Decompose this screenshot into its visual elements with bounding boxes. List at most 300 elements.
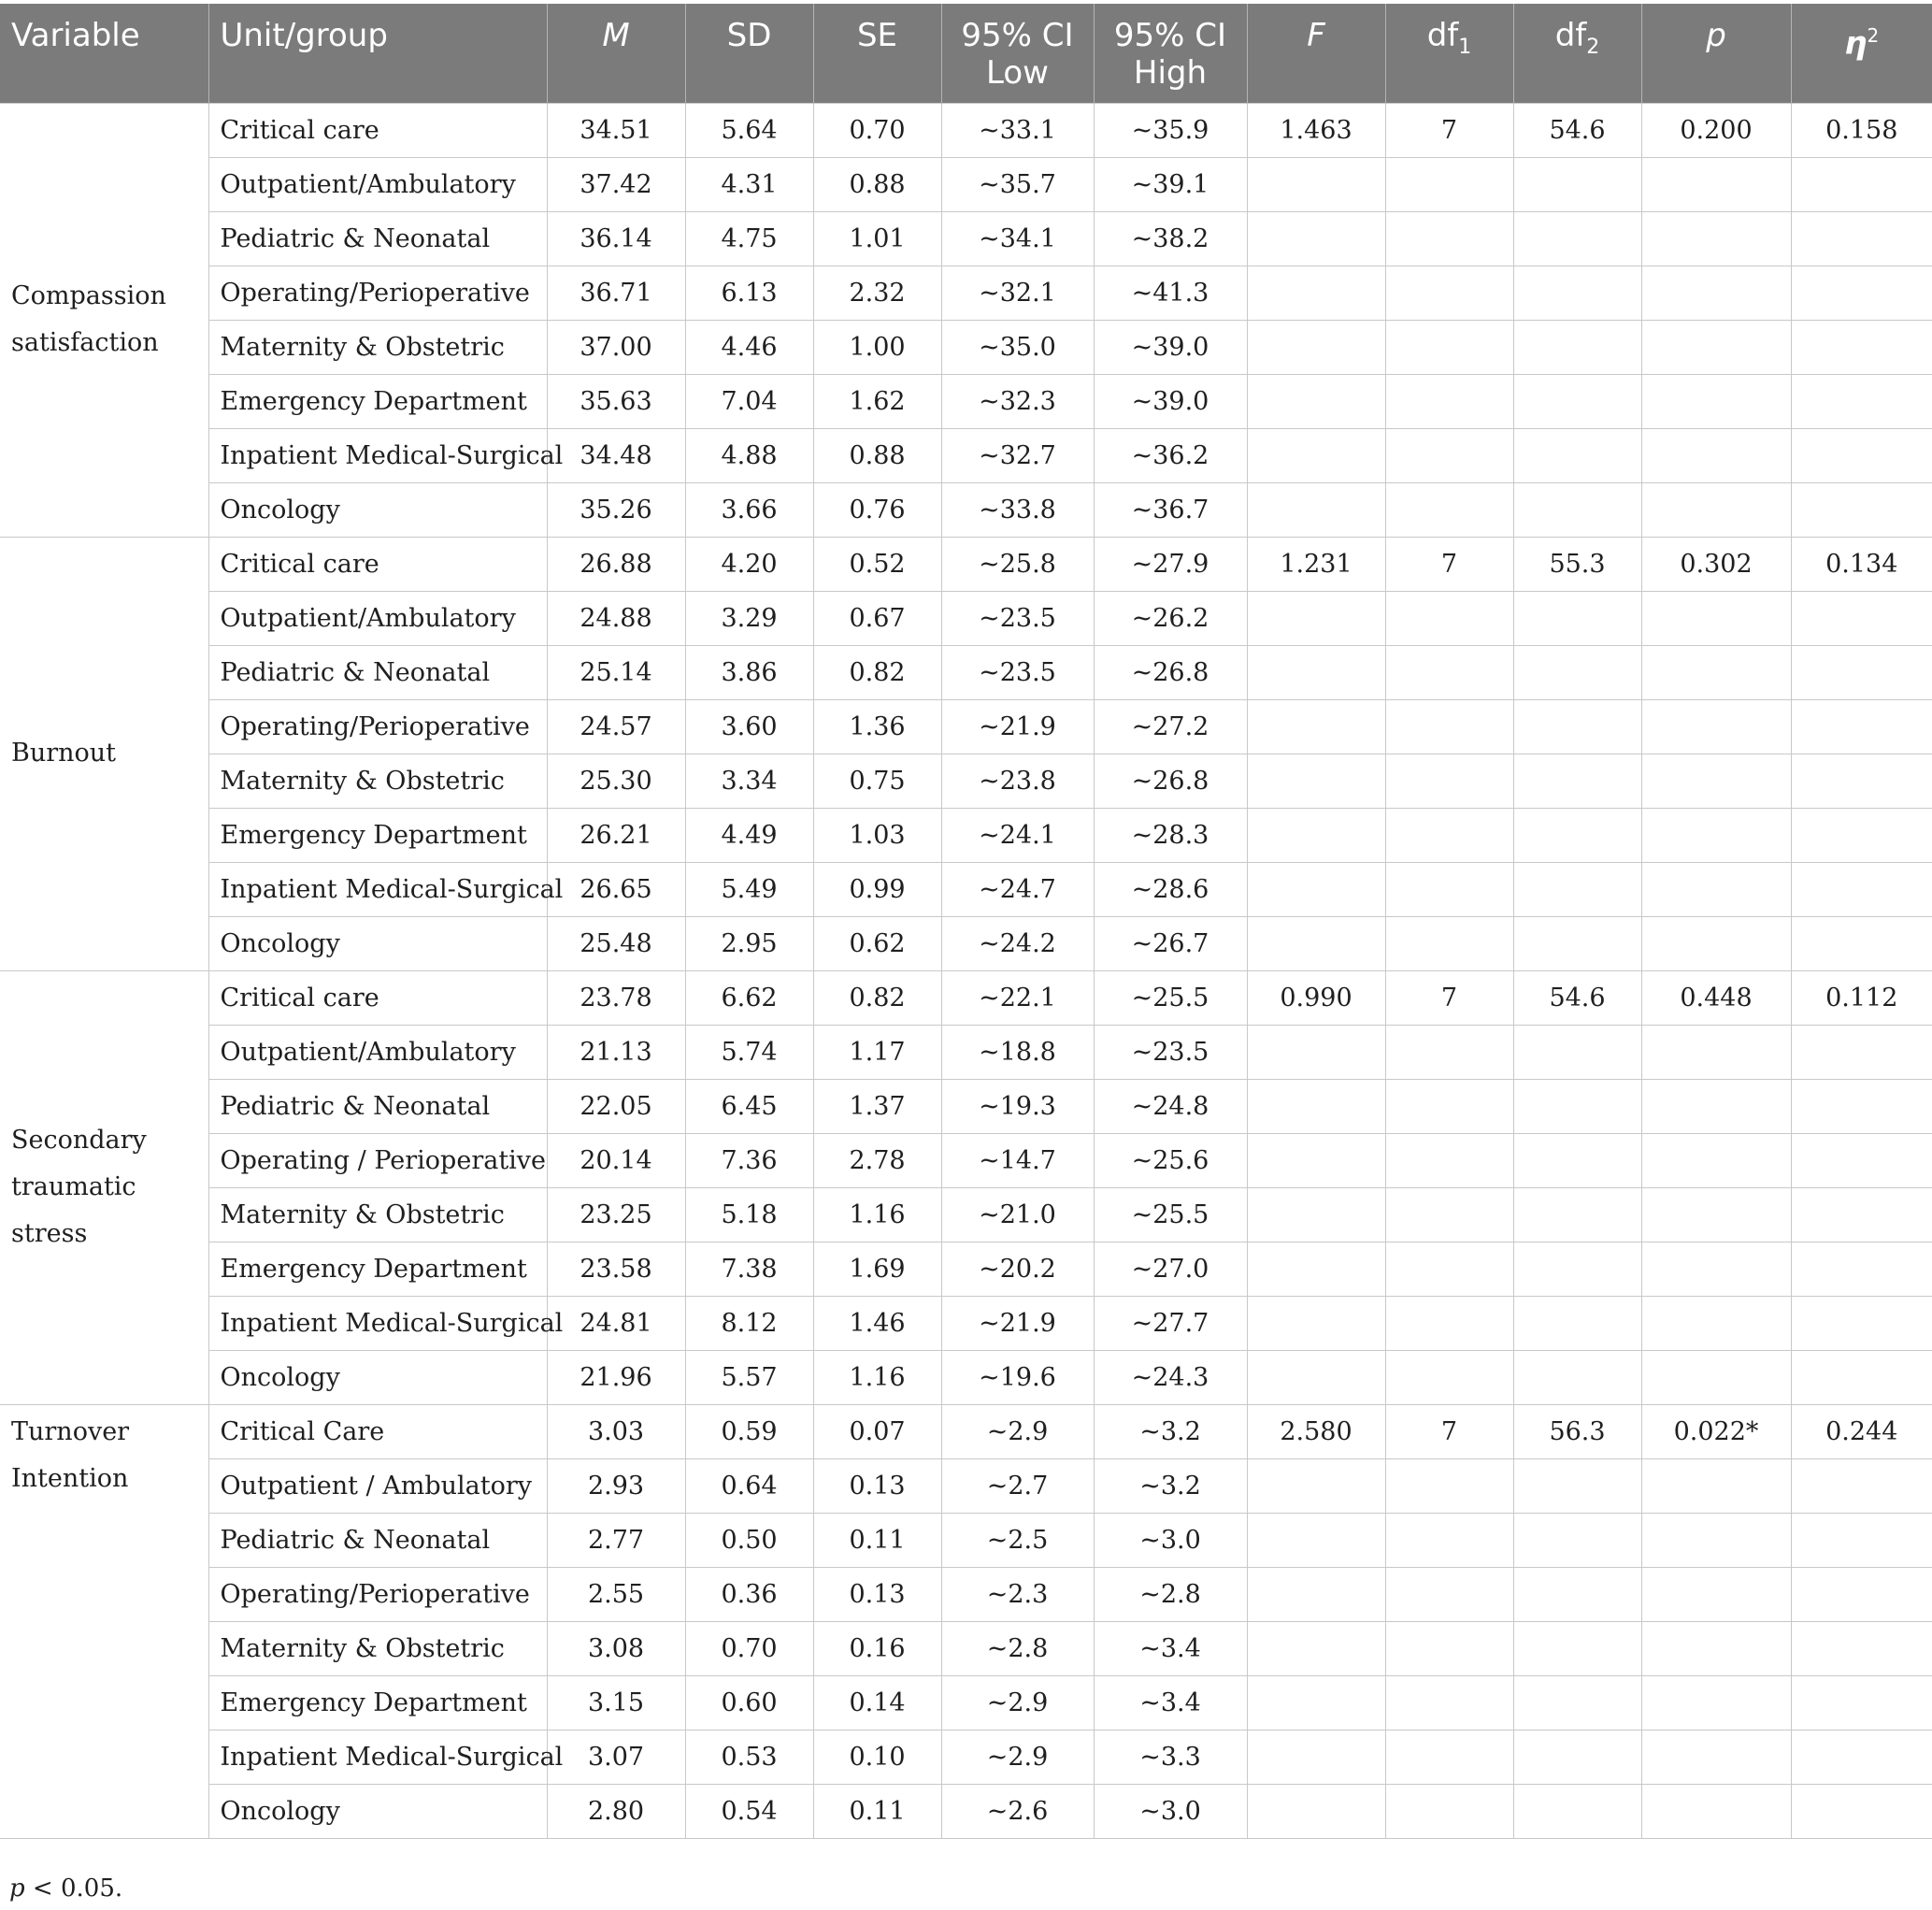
ci-low-cell: ~2.7 <box>941 1458 1094 1513</box>
df1-cell <box>1385 1242 1513 1296</box>
unit-cell: Outpatient/Ambulatory <box>208 1025 547 1079</box>
ci-high-cell: ~27.7 <box>1094 1296 1247 1350</box>
df1-cell <box>1385 591 1513 645</box>
mean-cell: 26.65 <box>547 862 685 916</box>
ci-high-cell: ~35.9 <box>1094 103 1247 157</box>
df2-cell <box>1513 916 1641 970</box>
p-value-cell <box>1641 1242 1791 1296</box>
ci-low-cell: ~35.7 <box>941 157 1094 211</box>
mean-cell: 25.30 <box>547 754 685 808</box>
mean-cell: 21.13 <box>547 1025 685 1079</box>
eta-squared-cell <box>1791 1730 1932 1784</box>
sd-cell: 0.53 <box>685 1730 813 1784</box>
f-value-cell <box>1247 1567 1385 1621</box>
eta-squared-cell <box>1791 1567 1932 1621</box>
ci-high-cell: ~3.3 <box>1094 1730 1247 1784</box>
mean-cell: 34.51 <box>547 103 685 157</box>
eta-squared-cell <box>1791 1675 1932 1730</box>
ci-low-cell: ~19.6 <box>941 1350 1094 1404</box>
df1-cell <box>1385 862 1513 916</box>
mean-cell: 23.58 <box>547 1242 685 1296</box>
mean-cell: 25.14 <box>547 645 685 699</box>
sd-cell: 4.49 <box>685 808 813 862</box>
sd-cell: 6.13 <box>685 266 813 320</box>
unit-cell: Emergency Department <box>208 808 547 862</box>
mean-cell: 21.96 <box>547 1350 685 1404</box>
p-value-cell: 0.022* <box>1641 1404 1791 1458</box>
se-cell: 1.37 <box>813 1079 941 1133</box>
sd-cell: 0.36 <box>685 1567 813 1621</box>
eta-squared-cell <box>1791 1296 1932 1350</box>
df2-cell <box>1513 1242 1641 1296</box>
unit-cell: Operating/Perioperative <box>208 699 547 754</box>
p-value-cell <box>1641 266 1791 320</box>
df1-cell <box>1385 1458 1513 1513</box>
df2-cell <box>1513 320 1641 374</box>
se-cell: 0.11 <box>813 1784 941 1838</box>
table-row <box>0 591 1932 645</box>
df2-cell <box>1513 1730 1641 1784</box>
unit-cell: Outpatient / Ambulatory <box>208 1458 547 1513</box>
header-ci-high: 95% CI High <box>1094 4 1247 103</box>
eta-squared-cell <box>1791 266 1932 320</box>
eta-squared-cell <box>1791 1242 1932 1296</box>
table-row <box>0 374 1932 428</box>
ci-high-cell: ~2.8 <box>1094 1567 1247 1621</box>
mean-cell: 22.05 <box>547 1079 685 1133</box>
eta-squared-cell <box>1791 1079 1932 1133</box>
mean-cell: 2.93 <box>547 1458 685 1513</box>
p-value-cell <box>1641 482 1791 537</box>
ci-low-cell: ~2.8 <box>941 1621 1094 1675</box>
df1-cell <box>1385 1567 1513 1621</box>
eta-squared-cell <box>1791 374 1932 428</box>
se-cell: 0.52 <box>813 537 941 591</box>
ci-high-cell: ~25.6 <box>1094 1133 1247 1187</box>
df2-cell <box>1513 1513 1641 1567</box>
df2-cell <box>1513 1675 1641 1730</box>
df1-cell <box>1385 1187 1513 1242</box>
sd-cell: 4.20 <box>685 537 813 591</box>
mean-cell: 24.81 <box>547 1296 685 1350</box>
df2-cell <box>1513 157 1641 211</box>
f-value-cell <box>1247 374 1385 428</box>
p-value-cell <box>1641 1350 1791 1404</box>
df2-cell <box>1513 374 1641 428</box>
p-value-cell <box>1641 428 1791 482</box>
footnote-text: < 0.05. <box>24 1874 123 1903</box>
unit-cell: Oncology <box>208 482 547 537</box>
table-row <box>0 645 1932 699</box>
ci-high-cell: ~23.5 <box>1094 1025 1247 1079</box>
df2-cell <box>1513 1621 1641 1675</box>
df1-cell <box>1385 428 1513 482</box>
sd-cell: 0.50 <box>685 1513 813 1567</box>
se-cell: 1.00 <box>813 320 941 374</box>
df2-cell <box>1513 754 1641 808</box>
table-row <box>0 1458 1932 1513</box>
se-cell: 0.13 <box>813 1567 941 1621</box>
eta-squared-cell <box>1791 1784 1932 1838</box>
se-cell: 1.69 <box>813 1242 941 1296</box>
ci-high-cell: ~38.2 <box>1094 211 1247 266</box>
mean-cell: 35.26 <box>547 482 685 537</box>
table-row <box>0 1350 1932 1404</box>
table-row <box>0 1513 1932 1567</box>
unit-cell: Inpatient Medical-Surgical <box>208 862 547 916</box>
header-df2: $df_2$ <box>1513 4 1641 103</box>
unit-cell: Outpatient/Ambulatory <box>208 591 547 645</box>
f-value-cell <box>1247 645 1385 699</box>
se-cell: 0.10 <box>813 1730 941 1784</box>
sd-cell: 5.74 <box>685 1025 813 1079</box>
ci-high-cell: ~27.0 <box>1094 1242 1247 1296</box>
mean-cell: 34.48 <box>547 428 685 482</box>
df2-cell <box>1513 1187 1641 1242</box>
sd-cell: 0.60 <box>685 1675 813 1730</box>
f-value-cell <box>1247 1350 1385 1404</box>
mean-cell: 2.55 <box>547 1567 685 1621</box>
ci-low-cell: ~35.0 <box>941 320 1094 374</box>
df1-cell: 7 <box>1385 103 1513 157</box>
unit-cell: Maternity & Obstetric <box>208 754 547 808</box>
mean-cell: 37.00 <box>547 320 685 374</box>
se-cell: 0.13 <box>813 1458 941 1513</box>
table-row <box>0 808 1932 862</box>
eta-squared-cell <box>1791 211 1932 266</box>
f-value-cell <box>1247 320 1385 374</box>
f-value-cell: 2.580 <box>1247 1404 1385 1458</box>
table-row <box>0 537 1932 591</box>
f-value-cell <box>1247 1513 1385 1567</box>
se-cell: 1.03 <box>813 808 941 862</box>
se-cell: 0.70 <box>813 103 941 157</box>
header-p: p <box>1641 4 1791 103</box>
header-row <box>0 4 1932 103</box>
ci-low-cell: ~21.9 <box>941 699 1094 754</box>
f-value-cell <box>1247 211 1385 266</box>
p-value-cell <box>1641 1133 1791 1187</box>
header-se: SE <box>813 4 941 103</box>
df2-cell <box>1513 1133 1641 1187</box>
df2-cell <box>1513 1458 1641 1513</box>
unit-cell: Oncology <box>208 1784 547 1838</box>
ci-low-cell: ~20.2 <box>941 1242 1094 1296</box>
p-value-cell <box>1641 699 1791 754</box>
table-body <box>0 103 1932 1838</box>
unit-cell: Outpatient/Ambulatory <box>208 157 547 211</box>
unit-cell: Pediatric & Neonatal <box>208 1513 547 1567</box>
p-value-cell <box>1641 1296 1791 1350</box>
unit-cell: Oncology <box>208 1350 547 1404</box>
df2-cell: 54.6 <box>1513 103 1641 157</box>
df1-cell <box>1385 482 1513 537</box>
variable-cell: Turnover Intention <box>0 1404 208 1838</box>
unit-cell: Operating/Perioperative <box>208 266 547 320</box>
variable-cell: Secondary traumatic stress <box>0 970 208 1404</box>
header-variable: Variable <box>0 4 208 103</box>
f-value-cell <box>1247 862 1385 916</box>
p-value-cell <box>1641 1458 1791 1513</box>
ci-low-cell: ~2.9 <box>941 1404 1094 1458</box>
ci-high-cell: ~36.7 <box>1094 482 1247 537</box>
sd-cell: 4.31 <box>685 157 813 211</box>
f-value-cell <box>1247 1296 1385 1350</box>
p-value-cell: 0.302 <box>1641 537 1791 591</box>
ci-high-cell: ~39.0 <box>1094 374 1247 428</box>
unit-cell: Maternity & Obstetric <box>208 1621 547 1675</box>
se-cell: 0.82 <box>813 645 941 699</box>
mean-cell: 2.77 <box>547 1513 685 1567</box>
eta-squared-cell <box>1791 157 1932 211</box>
unit-cell: Oncology <box>208 916 547 970</box>
sd-cell: 3.34 <box>685 754 813 808</box>
eta-squared-cell: 0.244 <box>1791 1404 1932 1458</box>
ci-high-cell: ~24.3 <box>1094 1350 1247 1404</box>
eta-squared-cell <box>1791 428 1932 482</box>
unit-cell: Emergency Department <box>208 374 547 428</box>
mean-cell: 3.08 <box>547 1621 685 1675</box>
ci-low-cell: ~23.5 <box>941 591 1094 645</box>
p-value-cell <box>1641 1784 1791 1838</box>
f-value-cell <box>1247 428 1385 482</box>
df1-cell <box>1385 320 1513 374</box>
df1-cell <box>1385 1730 1513 1784</box>
eta-squared-cell <box>1791 1350 1932 1404</box>
ci-low-cell: ~25.8 <box>941 537 1094 591</box>
p-value-cell <box>1641 374 1791 428</box>
table-row <box>0 1025 1932 1079</box>
ci-low-cell: ~34.1 <box>941 211 1094 266</box>
eta-squared-cell <box>1791 862 1932 916</box>
se-cell: 0.07 <box>813 1404 941 1458</box>
se-cell: 0.16 <box>813 1621 941 1675</box>
ci-low-cell: ~21.9 <box>941 1296 1094 1350</box>
header-sd: SD <box>685 4 813 103</box>
p-value-cell <box>1641 916 1791 970</box>
sd-cell: 4.75 <box>685 211 813 266</box>
df1-cell <box>1385 1621 1513 1675</box>
table-row <box>0 1567 1932 1621</box>
unit-cell: Inpatient Medical-Surgical <box>208 428 547 482</box>
se-cell: 1.46 <box>813 1296 941 1350</box>
ci-low-cell: ~14.7 <box>941 1133 1094 1187</box>
ci-high-cell: ~36.2 <box>1094 428 1247 482</box>
ci-low-cell: ~2.9 <box>941 1730 1094 1784</box>
eta-squared-cell <box>1791 591 1932 645</box>
p-value-cell <box>1641 1675 1791 1730</box>
ci-high-cell: ~3.4 <box>1094 1621 1247 1675</box>
header-mean: M <box>547 4 685 103</box>
df2-cell <box>1513 211 1641 266</box>
ci-high-cell: ~3.2 <box>1094 1404 1247 1458</box>
df2-cell <box>1513 1025 1641 1079</box>
mean-cell: 3.03 <box>547 1404 685 1458</box>
ci-high-cell: ~3.0 <box>1094 1513 1247 1567</box>
eta-squared-cell <box>1791 1133 1932 1187</box>
df1-cell <box>1385 645 1513 699</box>
df1-cell <box>1385 1513 1513 1567</box>
table-row <box>0 1675 1932 1730</box>
ci-low-cell: ~18.8 <box>941 1025 1094 1079</box>
se-cell: 0.62 <box>813 916 941 970</box>
df1-cell <box>1385 754 1513 808</box>
f-value-cell <box>1247 1025 1385 1079</box>
eta-squared-cell <box>1791 1187 1932 1242</box>
eta-squared-cell <box>1791 699 1932 754</box>
sd-cell: 5.49 <box>685 862 813 916</box>
unit-cell: Maternity & Obstetric <box>208 1187 547 1242</box>
eta-squared-cell: 0.134 <box>1791 537 1932 591</box>
df1-cell <box>1385 916 1513 970</box>
f-value-cell: 1.231 <box>1247 537 1385 591</box>
table-row <box>0 970 1932 1025</box>
se-cell: 1.62 <box>813 374 941 428</box>
sd-cell: 4.46 <box>685 320 813 374</box>
df1-cell <box>1385 1350 1513 1404</box>
ci-high-cell: ~3.4 <box>1094 1675 1247 1730</box>
sd-cell: 0.70 <box>685 1621 813 1675</box>
mean-cell: 20.14 <box>547 1133 685 1187</box>
ci-low-cell: ~23.8 <box>941 754 1094 808</box>
se-cell: 0.14 <box>813 1675 941 1730</box>
ci-low-cell: ~2.3 <box>941 1567 1094 1621</box>
f-value-cell <box>1247 591 1385 645</box>
se-cell: 1.01 <box>813 211 941 266</box>
se-cell: 0.82 <box>813 970 941 1025</box>
sd-cell: 3.60 <box>685 699 813 754</box>
table-row <box>0 699 1932 754</box>
table-row <box>0 1784 1932 1838</box>
f-value-cell <box>1247 1242 1385 1296</box>
mean-cell: 37.42 <box>547 157 685 211</box>
p-value-cell <box>1641 1730 1791 1784</box>
df1-cell <box>1385 808 1513 862</box>
df2-cell <box>1513 1350 1641 1404</box>
df1-cell <box>1385 1675 1513 1730</box>
p-value-cell: 0.200 <box>1641 103 1791 157</box>
mean-cell: 36.14 <box>547 211 685 266</box>
f-value-cell <box>1247 754 1385 808</box>
df2-cell <box>1513 591 1641 645</box>
f-value-cell <box>1247 266 1385 320</box>
unit-cell: Emergency Department <box>208 1675 547 1730</box>
df2-cell <box>1513 1079 1641 1133</box>
unit-cell: Inpatient Medical-Surgical <box>208 1730 547 1784</box>
ci-low-cell: ~19.3 <box>941 1079 1094 1133</box>
se-cell: 0.88 <box>813 428 941 482</box>
sd-cell: 5.57 <box>685 1350 813 1404</box>
ci-high-cell: ~24.8 <box>1094 1079 1247 1133</box>
table-row <box>0 428 1932 482</box>
ci-high-cell: ~25.5 <box>1094 970 1247 1025</box>
sd-cell: 6.45 <box>685 1079 813 1133</box>
unit-cell: Critical care <box>208 537 547 591</box>
df1-cell <box>1385 1025 1513 1079</box>
p-value-cell <box>1641 754 1791 808</box>
se-cell: 2.78 <box>813 1133 941 1187</box>
se-cell: 0.88 <box>813 157 941 211</box>
se-cell: 1.16 <box>813 1187 941 1242</box>
header-ci-low: 95% CI Low <box>941 4 1094 103</box>
mean-cell: 26.88 <box>547 537 685 591</box>
sd-cell: 0.64 <box>685 1458 813 1513</box>
df1-cell <box>1385 699 1513 754</box>
header-df1: $df_1$ <box>1385 4 1513 103</box>
se-cell: 0.11 <box>813 1513 941 1567</box>
unit-cell: Inpatient Medical-Surgical <box>208 1296 547 1350</box>
df2-cell <box>1513 482 1641 537</box>
eta-squared-cell <box>1791 808 1932 862</box>
mean-cell: 23.25 <box>547 1187 685 1242</box>
se-cell: 0.76 <box>813 482 941 537</box>
df2-cell <box>1513 428 1641 482</box>
ci-high-cell: ~28.3 <box>1094 808 1247 862</box>
f-value-cell <box>1247 1458 1385 1513</box>
sd-cell: 0.59 <box>685 1404 813 1458</box>
mean-cell: 26.21 <box>547 808 685 862</box>
mean-cell: 24.57 <box>547 699 685 754</box>
p-value-cell <box>1641 591 1791 645</box>
p-value-cell <box>1641 1025 1791 1079</box>
df1-cell: 7 <box>1385 537 1513 591</box>
eta-squared-cell <box>1791 1458 1932 1513</box>
df2-cell <box>1513 699 1641 754</box>
sd-cell: 3.86 <box>685 645 813 699</box>
unit-cell: Critical care <box>208 103 547 157</box>
p-value-cell <box>1641 808 1791 862</box>
table-row <box>0 1133 1932 1187</box>
ci-high-cell: ~3.0 <box>1094 1784 1247 1838</box>
sd-cell: 3.66 <box>685 482 813 537</box>
ci-low-cell: ~24.2 <box>941 916 1094 970</box>
mean-cell: 25.48 <box>547 916 685 970</box>
df1-cell <box>1385 1784 1513 1838</box>
p-value-cell <box>1641 1513 1791 1567</box>
p-value-cell <box>1641 645 1791 699</box>
mean-cell: 3.07 <box>547 1730 685 1784</box>
unit-cell: Pediatric & Neonatal <box>208 211 547 266</box>
sd-cell: 7.38 <box>685 1242 813 1296</box>
df1-cell <box>1385 1133 1513 1187</box>
df2-cell <box>1513 266 1641 320</box>
sd-cell: 5.18 <box>685 1187 813 1242</box>
ci-low-cell: ~22.1 <box>941 970 1094 1025</box>
f-value-cell <box>1247 1079 1385 1133</box>
mean-cell: 23.78 <box>547 970 685 1025</box>
df1-cell <box>1385 374 1513 428</box>
table-row <box>0 1621 1932 1675</box>
unit-cell: Operating / Perioperative <box>208 1133 547 1187</box>
eta-squared-cell <box>1791 1621 1932 1675</box>
se-cell: 1.17 <box>813 1025 941 1079</box>
table-row <box>0 320 1932 374</box>
p-value-cell <box>1641 1079 1791 1133</box>
table-row <box>0 266 1932 320</box>
header-eta-squared: $\eta^2$ <box>1791 4 1932 103</box>
mean-cell: 3.15 <box>547 1675 685 1730</box>
ci-low-cell: ~24.7 <box>941 862 1094 916</box>
se-cell: 2.32 <box>813 266 941 320</box>
ci-high-cell: ~3.2 <box>1094 1458 1247 1513</box>
unit-cell: Operating/Perioperative <box>208 1567 547 1621</box>
mean-cell: 36.71 <box>547 266 685 320</box>
table-row <box>0 1404 1932 1458</box>
f-value-cell: 1.463 <box>1247 103 1385 157</box>
df1-cell <box>1385 1296 1513 1350</box>
ci-high-cell: ~26.2 <box>1094 591 1247 645</box>
ci-low-cell: ~33.1 <box>941 103 1094 157</box>
